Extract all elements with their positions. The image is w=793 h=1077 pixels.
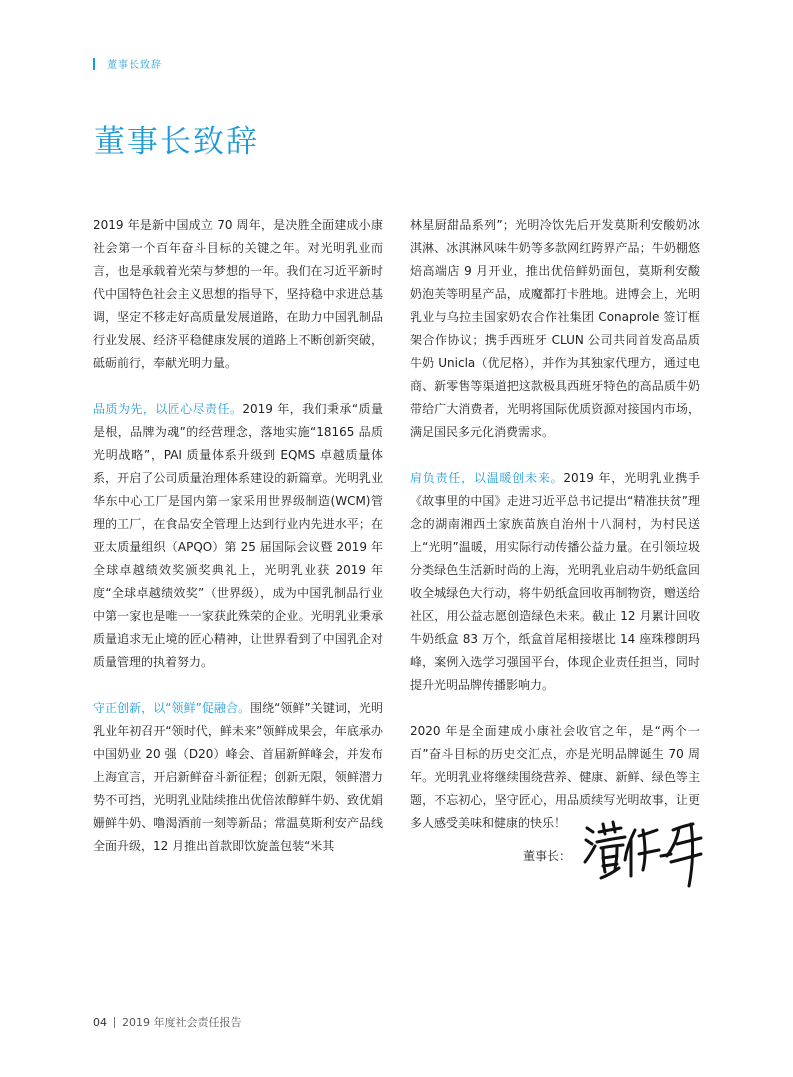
paragraph-responsibility <box>410 467 700 697</box>
signature-block <box>523 820 721 890</box>
section-label: 董事长致辞 <box>107 60 162 71</box>
page-number: 04 <box>93 1015 107 1029</box>
page-title: 董事长致辞 <box>94 124 259 160</box>
header-bar <box>93 58 95 70</box>
page-footer <box>93 1014 242 1030</box>
paragraph-body: 围绕“领鲜”关键词，光明乳业年初召开“领时代，鲜未来”领鲜成果会，年底承办中国奶业 20 强（D20）峰会、首届新鲜峰会，并发布上海宣言，开启新鲜奋斗新征程；创新无限，领鲜潜力势不可挡，光明乳业陆续推出优倍浓醇鲜牛奶、致优娟姗鲜牛奶、噜渴酒前一刻等新品；常温莫斯利安产品线全面升级，12 月推出首款即饮旋盖包装“米其 <box>93 701 384 853</box>
left-column <box>93 214 383 881</box>
paragraph-intro: 2019 年是新中国成立 70 周年，是决胜全面建成小康社会第一个百年奋斗目标的关键之年。对光明乳业而言，也是承载着光荣与梦想的一年。我们在习近平新时代中国特色社会主义思想的指导下，坚持稳中求进总基调，坚定不移走好高质量发展道路，在助力中国乳制品行业发展、经济平稳健康发展的道路上不断创新突破，砥砺前行，奉献光明力量。 <box>93 218 383 370</box>
section-header <box>93 56 162 71</box>
paragraph-body: 2019 年，我们秉承“质量是根，品牌为魂”的经营理念，落地实施“18165 品质光明战略”，PAI 质量体系升级到 EQMS 卓越质量体系，开启了公司质量治理体系建设的新篇章。光明乳业华东中心工厂是国内第一家采用世界级制造(WCM)管理的工厂，在食品安全管理上达到行业内先进水平；在亚太质量组织（APQO）第 25 届国际会议暨 2019 年全球卓越绩效奖颁奖典礼上，光明乳业获 2019 年度“全球卓越绩效奖”（世界级），成为中国乳制品行业中第一家也是唯一一家获此殊荣的企业。光明乳业秉承质量追求无止境的匠心精神，让世界看到了中国乳企对质量管理的执着努力。 <box>93 402 383 669</box>
paragraph-lead: 守正创新，以“领鲜”促融合。 <box>93 701 251 715</box>
paragraph-quality <box>93 398 383 674</box>
paragraph-innovation-cont: 林星厨甜品系列”；光明冷饮先后开发莫斯利安酸奶冰淇淋、冰淇淋风味牛奶等多款网红跨界产品；牛奶棚悠焙高端店 9 月开业，推出优倍鲜奶面包，莫斯利安酸奶泡芙等明星产品，成魔都打卡胜地。进博会上，光明乳业与乌拉圭国家奶农合作社集团 Conaprole 签订框架合作协议；携手西班牙 CLUN 公司共同首发高品质牛奶 Unicla（优尼格），并作为其独家代理方，通过电商、新零售等渠道把这款极具西班牙特色的高品质牛奶带给广大消费者，光明将国际优质资源对接国内市场，满足国民多元化消费需求。 <box>410 218 700 439</box>
right-column <box>410 214 700 858</box>
paragraph-innovation <box>93 697 383 858</box>
handwritten-signature <box>581 820 721 890</box>
report-title: 2019 年度社会责任报告 <box>122 1016 242 1029</box>
paragraph-lead: 品质为先，以匠心尽责任。 <box>93 402 243 416</box>
paragraph-body: 2019 年，光明乳业携手《故事里的中国》走进习近平总书记提出“精准扶贫”理念的湖南湘西土家族苗族自治州十八洞村，为村民送上“光明”温暖，用实际行动传播公益力量。在引领垃圾分类绿色生活新时尚的上海，光明乳业启动牛奶纸盒回收全城绿色大行动，将牛奶纸盒回收再制物资，赠送给社区，用公益志愿创造绿色未来。截止 12 月累计回收牛奶纸盒 83 万个，纸盒首尾相接堪比 14 座珠穆朗玛峰，案例入选学习强国平台，体现企业责任担当，同时提升光明品牌传播影响力。 <box>410 471 700 692</box>
paragraph-lead: 肩负责任，以温暖创未来。 <box>410 471 564 485</box>
paragraph-closing: 2020 年是全面建成小康社会收官之年，是“两个一百”奋斗目标的历史交汇点，亦是光明品牌诞生 70 周年。光明乳业将继续围绕营养、健康、新鲜、绿色等主题，不忘初心，坚守匠心，用品质续写光明故事，让更多人感受美味和健康的快乐！ <box>410 724 700 830</box>
footer-divider <box>114 1017 115 1028</box>
signature-label: 董事长： <box>523 848 572 863</box>
